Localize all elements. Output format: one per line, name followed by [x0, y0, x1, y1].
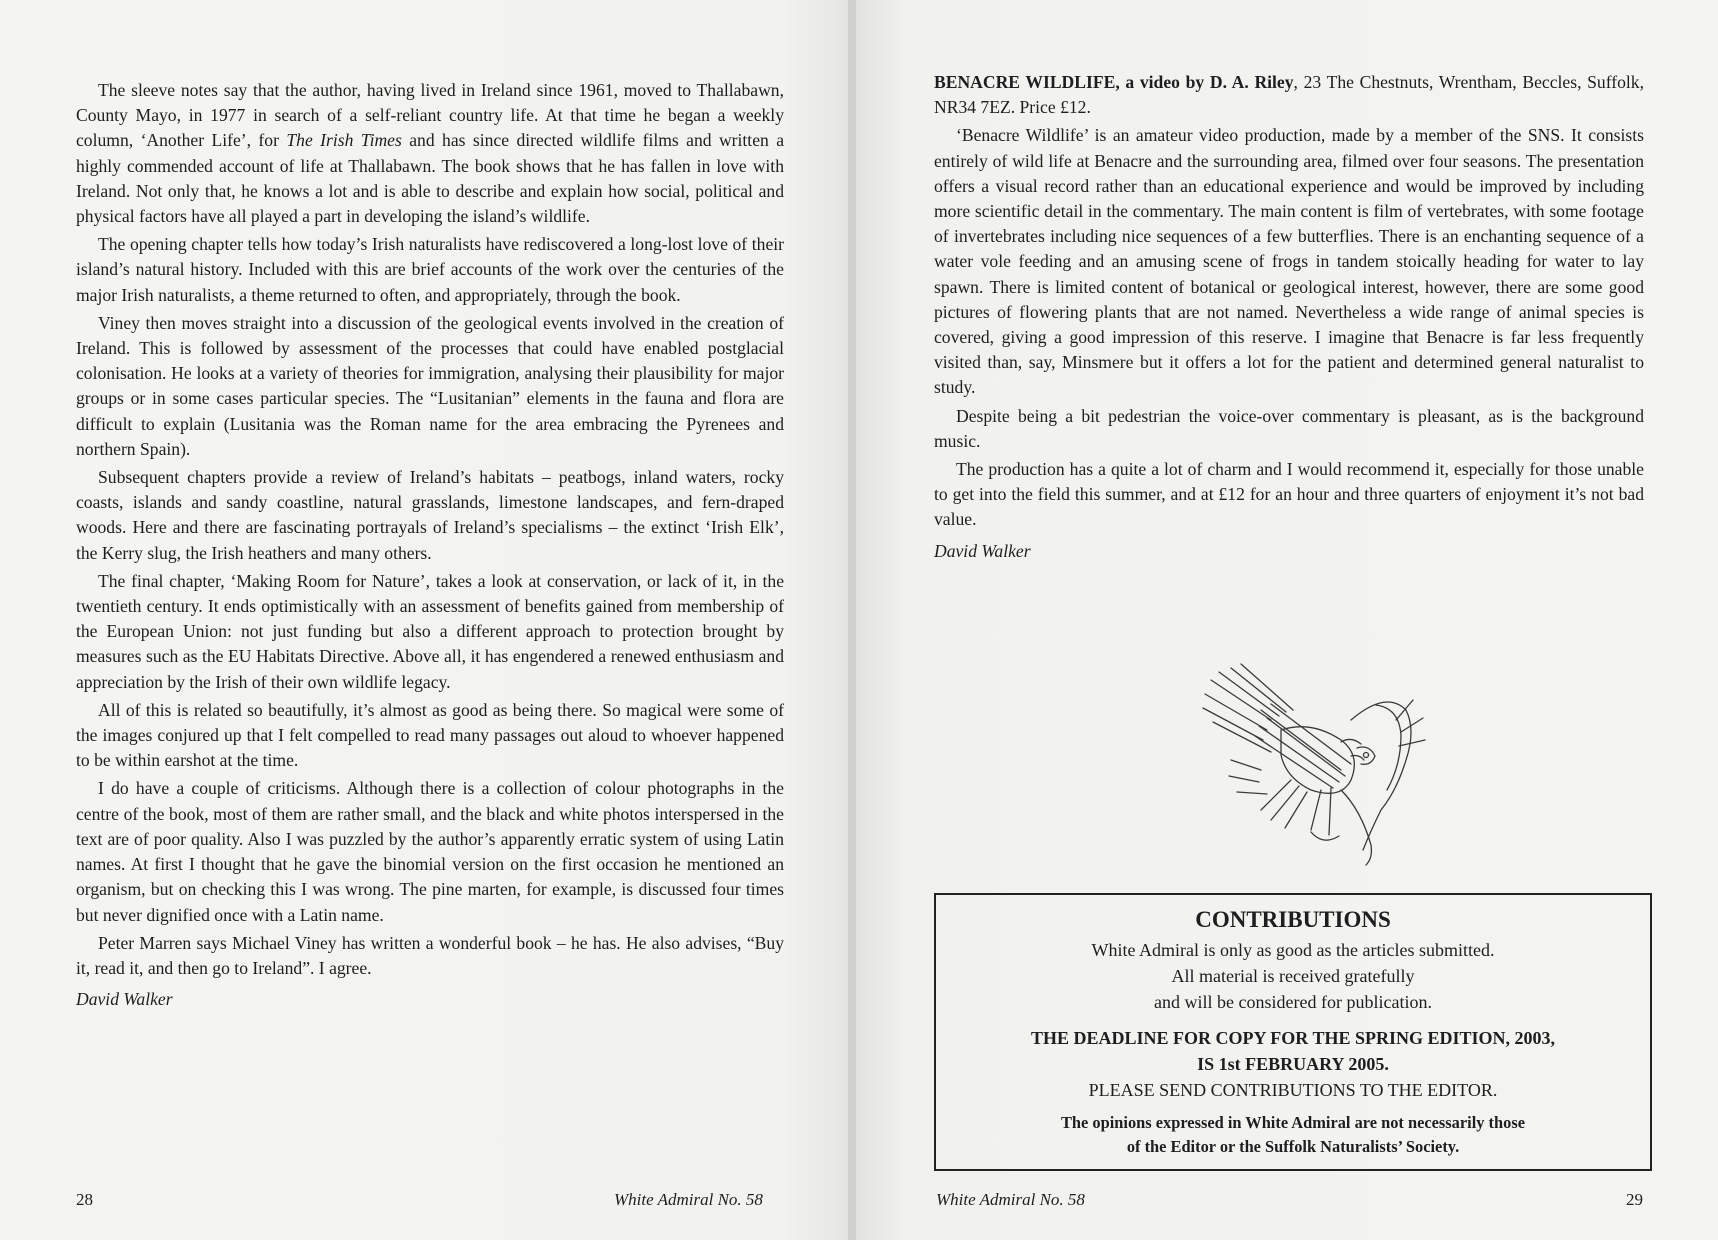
review-signature: David Walker [934, 540, 1031, 561]
contributions-line-2: All material is received gratefully [1171, 966, 1415, 986]
newspaper-title: The Irish Times [286, 130, 402, 151]
contributions-line-3: and will be considered for publication. [1154, 992, 1432, 1012]
paragraph-6: All of this is related so beautifully, it’s almost as good as being there. So magical were some of the images conjured up that I felt compelled to read many passages out aloud to whoever happened to be within earshot at the time. [76, 699, 784, 771]
review-heading [934, 70, 1644, 120]
review-heading-details: , 23 The Chestnuts, Wrentham, Beccles, Suffolk, NR34 7EZ. Price £12. [934, 72, 1645, 118]
review-paragraph-1: ‘Benacre Wildlife’ is an amateur video production, made by a member of the SNS. It consists entirely of wild life at Benacre and the surrounding area, filmed over four seasons. The presentation offers a visual record rather than an educational experience and would be improved by including more scientific detail in the commentary. The main content is film of vertebrates, with some footage of invertebrates including nice sequences of a few butterflies. There is an enchanting sequence of a water vole feeding and an amusing scene of frogs in tandem stoically heading for water to lay spawn. There is limited content of botanical or geological interest, however, there are some good pictures of flowering plants that are not named. Nevertheless a wide range of animal species is covered, giving a good impression of this reserve. I imagine that Benacre is far less frequently visited than, say, Minsmere but it offers a lot for the patient and determined general naturalist to study. [934, 125, 1644, 398]
left-page [0, 0, 850, 1240]
paragraph-1 [76, 78, 784, 229]
paragraph-2: The opening chapter tells how today’s Irish naturalists have rediscovered a long-lost love of their island’s natural history. Included with this are brief accounts of the work over the centuries of the major Irish naturalists, a theme returned to often, and appropriately, through the book. [76, 234, 784, 305]
review-paragraph-2: Despite being a bit pedestrian the voice-over commentary is pleasant, as is the background music. [934, 405, 1644, 451]
disclaimer-line-1: The opinions expressed in White Admiral are not necessarily those [1061, 1113, 1525, 1132]
left-article-column [76, 78, 784, 1015]
page-number-left: 28 [76, 1190, 93, 1209]
author-signature: David Walker [76, 989, 173, 1010]
bird-sketch-icon [1201, 660, 1431, 870]
paragraph-1-cont: and has since directed wildlife films and written a highly commended account of life at Thallabawn. The book shows that he has fallen in love with Ireland. Not only that, he knows a lot and is able to describe and explain how social, political and physical factors have all played a part in developing the island’s wildlife. [76, 130, 785, 227]
right-page [856, 0, 1718, 1240]
send-instruction: PLEASE SEND CONTRIBUTIONS TO THE EDITOR. [1088, 1080, 1498, 1100]
paragraph-7: I do have a couple of criticisms. Although there is a collection of colour photographs in the centre of the book, most of them are rather small, and the black and white photos interspersed in the text are of poor quality. Also I was puzzled by the author’s apparently erratic system of using Latin names. At first I thought that he gave the binomial version on the first occasion he mentioned an organism, but on checking this I was wrong. The pine marten, for example, is discussed four times but never dignified once with a Latin name. [76, 778, 784, 925]
paragraph-3: Viney then moves straight into a discussion of the geological events involved in the creation of Ireland. This is followed by assessment of the processes that could have enabled postglacial colonisation. He looks at a variety of theories for immigration, analysing their plausibility for major groups or in some cases particular species. The “Lusitanian” elements in the fauna and flora are difficult to explain (Lusitania was the Roman name for the area embracing the Pyrenees and northern Spain). [76, 312, 784, 459]
review-paragraph-3: The production has a quite a lot of charm and I would recommend it, especially for those unable to get into the field this summer, and at £12 for an hour and three quarters of enjoyment it’s not bad value. [934, 459, 1644, 530]
magazine-footer-left: White Admiral No. 58 [614, 1190, 763, 1209]
review-heading-bold: BENACRE WILDLIFE, a video by D. A. Riley [934, 72, 1294, 92]
deadline-line-1: THE DEADLINE FOR COPY FOR THE SPRING EDITION, 2003, [1030, 1028, 1556, 1048]
disclaimer-line-2: of the Editor or the Suffolk Naturalists’ Society. [1126, 1137, 1460, 1156]
contributions-title: CONTRIBUTIONS [1195, 907, 1391, 932]
contributions-line-1: White Admiral is only as good as the articles submitted. [1091, 940, 1495, 960]
contributions-box [934, 893, 1652, 1171]
paragraph-5: The final chapter, ‘Making Room for Nature’, takes a look at conservation, or lack of it, in the twentieth century. It ends optimistically with an assessment of benefits gained from membership of the European Union: not just funding but also a different approach to protection brought by measures such as the EU Habitats Directive. Above all, it has engendered a renewed enthusiasm and appreciation by the Irish of their own wildlife legacy. [76, 570, 784, 692]
deadline-line-2: IS 1st FEBRUARY 2005. [1197, 1054, 1389, 1074]
paragraph-8: Peter Marren says Michael Viney has written a wonderful book – he has. He also advises, “Buy it, read it, and then go to Ireland”. I agree. [76, 932, 784, 978]
right-article-column [934, 70, 1644, 567]
paragraph-4: Subsequent chapters provide a review of Ireland’s habitats – peatbogs, inland waters, rocky coasts, islands and sandy coastline, natural grasslands, limestone landscapes, and fern-draped woods. Here and there are fascinating portrayals of Ireland’s specialisms – the extinct ‘Irish Elk’, the Kerry slug, the Irish heathers and many others. [76, 467, 784, 563]
page-number-right: 29 [1626, 1190, 1643, 1209]
paragraph-1-text: The sleeve notes say that the author, having lived in Ireland since 1961, moved to Thallabawn, County Mayo, in 1977 in search of a self-reliant country life. At that time he began a weekly column, ‘Another Life’, for [76, 80, 784, 151]
magazine-footer-right: White Admiral No. 58 [936, 1190, 1085, 1209]
